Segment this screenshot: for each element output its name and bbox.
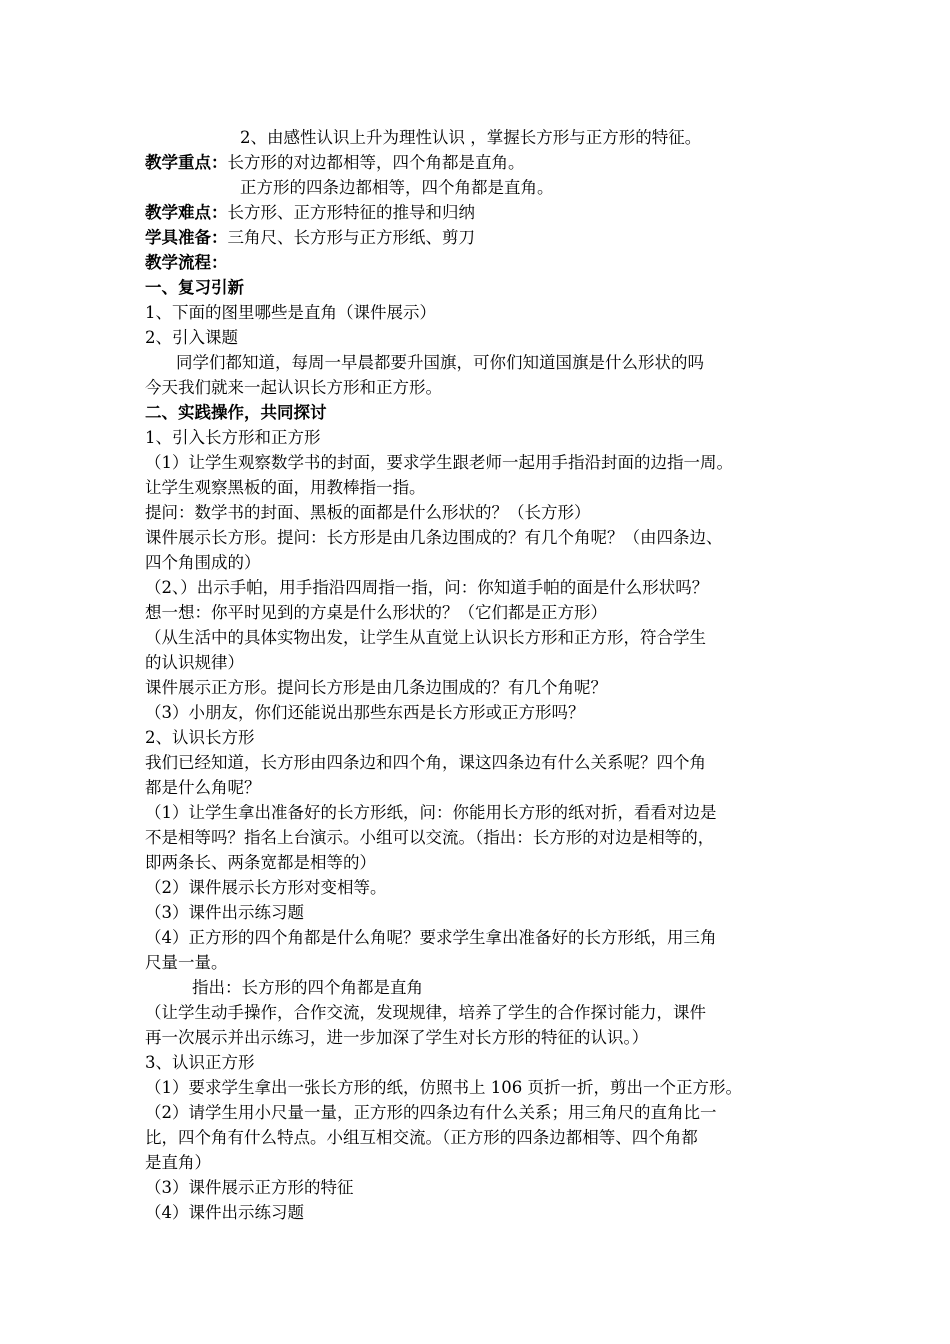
text-line: （1）让学生拿出准备好的长方形纸，问：你能用长方形的纸对折，看看对边是: [145, 803, 717, 822]
text-line: （2、）出示手帕，用手指沿四周指一指，问：你知道手帕的面是什么形状吗？: [145, 578, 709, 597]
text-line: 即两条长、两条宽都是相等的）: [145, 853, 376, 872]
text-line: 正方形的四条边都相等，四个角都是直角。: [240, 178, 554, 197]
text-line: 同学们都知道，每周一早晨都要升国旗，可你们知道国旗是什么形状的吗: [176, 353, 704, 372]
text-line: （3）课件展示正方形的特征: [145, 1178, 354, 1197]
text-line: 想一想：你平时见到的方桌是什么形状的？（它们都是正方形）: [145, 603, 607, 622]
text-line: （1）要求学生拿出一张长方形的纸，仿照书上 106 页折一折，剪出一个正方形。: [145, 1078, 742, 1097]
text-line: 是直角）: [145, 1153, 211, 1172]
text-line: 我们已经知道，长方形由四条边和四个角，课这四条边有什么关系呢？四个角: [145, 753, 706, 772]
text-line: 的认识规律）: [145, 653, 244, 672]
tools-label: 学具准备：: [145, 228, 228, 247]
text-line: 今天我们就来一起认识长方形和正方形。: [145, 378, 442, 397]
text-line: 再一次展示并出示练习，进一步加深了学生对长方形的特征的认识。）: [145, 1028, 649, 1047]
text-line: （4）课件出示练习题: [145, 1203, 304, 1222]
text-line: 让学生观察黑板的面，用教棒指一指。: [145, 478, 426, 497]
text-line: （3）课件出示练习题: [145, 903, 304, 922]
text-line: 提问：数学书的封面、黑板的面都是什么形状的？（长方形）: [145, 503, 591, 522]
text-line: 学具准备：三角尺、长方形与正方形纸、剪刀: [145, 228, 475, 247]
text-line: （2）请学生用小尺量一量，正方形的四条边有什么关系；用三角尺的直角比一: [145, 1103, 717, 1122]
text-line: 2、引入课题: [145, 328, 238, 347]
text-line: （4）正方形的四个角都是什么角呢？要求学生拿出准备好的长方形纸，用三角: [145, 928, 717, 947]
text-line: （3）小朋友，你们还能说出那些东西是长方形或正方形吗？: [145, 703, 585, 722]
text-line: 四个角围成的）: [145, 553, 261, 572]
text-line: 不是相等吗？指名上台演示。小组可以交流。（指出：长方形的对边是相等的，: [145, 828, 715, 847]
section-heading: 教学流程：: [145, 253, 228, 272]
text-line: 1、下面的图里哪些是直角（课件展示）: [145, 303, 436, 322]
text-line: 都是什么角呢？: [145, 778, 261, 797]
text-line: 2、由感性认识上升为理性认识 ，掌握长方形与正方形的特征。: [240, 128, 702, 147]
text-line: 教学重点：长方形的对边都相等，四个角都是直角。: [145, 153, 525, 172]
text-line: 指出：长方形的四个角都是直角: [192, 978, 423, 997]
text-line: 教学难点：长方形、正方形特征的推导和归纳: [145, 203, 475, 222]
text-line: 1、引入长方形和正方形: [145, 428, 321, 447]
text-line: （让学生动手操作，合作交流，发现规律，培养了学生的合作探讨能力，课件: [145, 1003, 706, 1022]
text-line: 比，四个角有什么特点。小组互相交流。（正方形的四条边都相等、四个角都: [145, 1128, 698, 1147]
text-line: 尺量一量。: [145, 953, 228, 972]
section-heading: 二、实践操作，共同探讨: [145, 403, 327, 422]
difficulty-label: 教学难点：: [145, 203, 228, 222]
text-line: 课件展示正方形。提问长方形是由几条边围成的？有几个角呢？: [145, 678, 607, 697]
text-line: 2、认识长方形: [145, 728, 255, 747]
text-line: （2）课件展示长方形对变相等。: [145, 878, 387, 897]
focus-label: 教学重点：: [145, 153, 228, 172]
text-line: 3、认识正方形: [145, 1053, 255, 1072]
text-line: （1）让学生观察数学书的封面，要求学生跟老师一起用手指沿封面的边指一周。: [145, 453, 733, 472]
section-heading: 一、复习引新: [145, 278, 244, 297]
text-line: （从生活中的具体实物出发，让学生从直觉上认识长方形和正方形，符合学生: [145, 628, 706, 647]
text-line: 课件展示长方形。提问：长方形是由几条边围成的？有几个角呢？（由四条边、: [145, 528, 723, 547]
